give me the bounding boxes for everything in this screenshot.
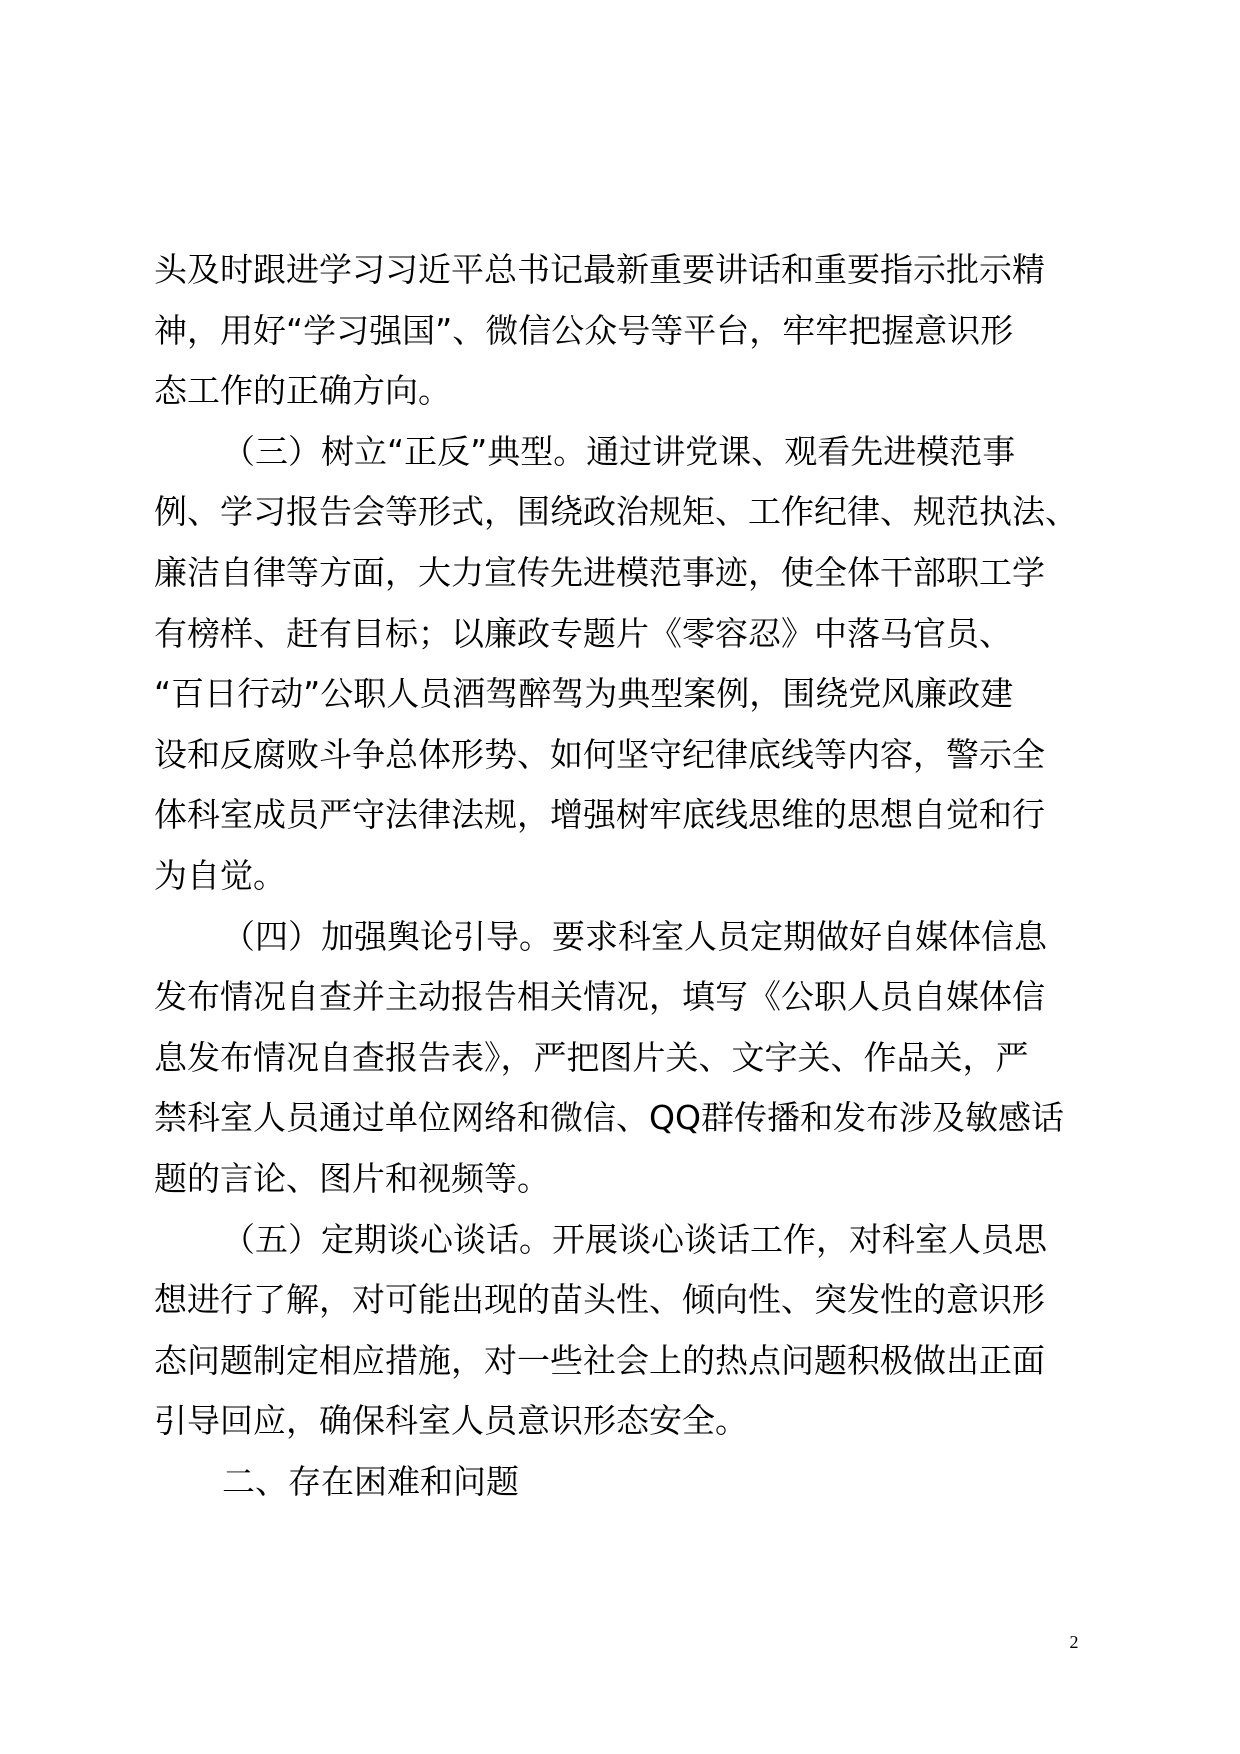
- section-5-heading-line: （五）定期谈心谈话。开展谈心谈话工作，对科室人员思: [222, 1219, 1047, 1259]
- text-line: 头及时跟进学习习近平总书记最新重要讲话和重要指示批示精: [154, 250, 1045, 289]
- text-line: 引导回应，确保科室人员意识形态安全。: [154, 1401, 748, 1441]
- text-line: 设和反腐败斗争总体形势、如何坚守纪律底线等内容，警示全: [154, 734, 1045, 774]
- text-line: 发布情况自查并主动报告相关情况，填写《公职人员自媒体信: [154, 977, 1045, 1017]
- text-line: 例、学习报告会等形式，围绕政治规矩、工作纪律、规范执法、: [154, 492, 1078, 532]
- text-line: 廉洁自律等方面，大力宣传先进模范事迹，使全体干部职工学: [154, 552, 1045, 592]
- text-line: 态工作的正确方向。: [154, 371, 451, 411]
- text-line: “百日行动”公职人员酒驾醉驾为典型案例，围绕党风廉政建: [154, 674, 1014, 714]
- text-line: 想进行了解，对可能出现的苗头性、倾向性、突发性的意识形: [154, 1280, 1045, 1320]
- section-3-heading-line: （三）树立“正反”典型。通过讲党课、观看先进模范事: [222, 431, 1016, 471]
- text-line: 息发布情况自查报告表》，严把图片关、文字关、作品关，严: [154, 1037, 1029, 1077]
- text-line: 体科室成员严守法律法规，增强树牢底线思维的思想自觉和行: [154, 795, 1045, 835]
- text-line: 题的言论、图片和视频等。: [154, 1158, 550, 1198]
- text-line: 态问题制定相应措施，对一些社会上的热点问题积极做出正面: [154, 1340, 1045, 1380]
- chapter-2-heading: 二、存在困难和问题: [222, 1461, 519, 1501]
- section-4-heading-line: （四）加强舆论引导。要求科室人员定期做好自媒体信息: [222, 916, 1047, 956]
- text-line: 禁科室人员通过单位网络和微信、QQ群传播和发布涉及敏感话: [154, 1098, 1064, 1138]
- text-line: 为自觉。: [154, 855, 286, 895]
- text-line: 有榜样、赶有目标；以廉政专题片《零容忍》中落马官员、: [154, 613, 1012, 653]
- text-line: 神，用好“学习强国”、微信公众号等平台，牢牢把握意识形: [154, 310, 1014, 350]
- body-text: [154, 240, 1098, 1512]
- page-number: 2: [1069, 1632, 1079, 1652]
